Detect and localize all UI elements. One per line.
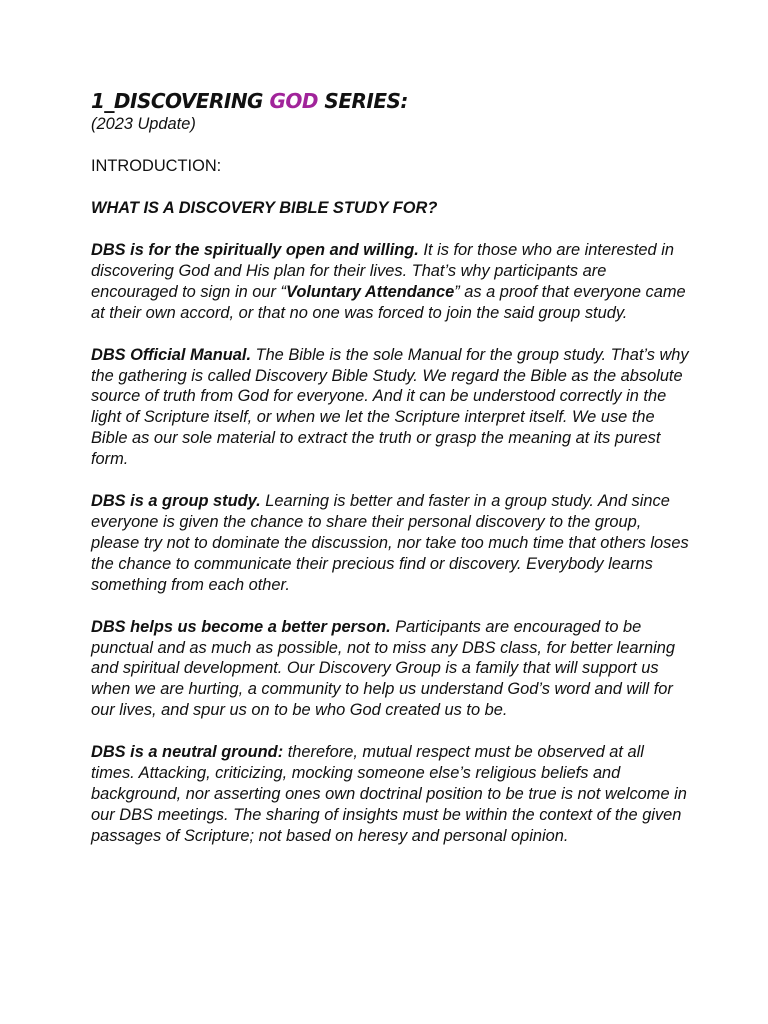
section-lead: DBS is for the spiritually open and willing.	[91, 241, 419, 259]
section-group-study	[91, 491, 691, 596]
section-open-and-willing	[91, 240, 691, 324]
section-text: Participants are encouraged to be punctual and as much as possible, not to miss any DBS class, for better learning and spiritual development. Our Discovery Group is a family that will support us when we are hurting, a community to help us understand God’s word and will for our lives, and spur us on to be who God created us to be.	[91, 617, 675, 720]
section-neutral-ground	[91, 742, 691, 847]
section-text: It is for those who are interested in discovering God and His plan for their lives. That’s why participants are encouraged to sign in our “	[91, 241, 674, 301]
section-lead: DBS is a group study.	[91, 492, 261, 511]
title-prefix: 1_DISCOVERING	[91, 89, 270, 113]
section-text: Learning is better and faster in a group study. And since everyone is given the chance to share their personal discovery to the group, please try not to dominate the discussion, nor take too much time that others loses the chance to communicate their precious find or discovery. Everybody learns something from each other.	[91, 492, 689, 594]
document-title	[91, 88, 691, 114]
section-text: therefore, mutual respect must be observed at all times. Attacking, criticizing, mocking someone else’s religious beliefs and background, nor asserting ones own doctrinal position to be true is not welcome in our DBS meetings. The sharing of insights must be within the context of the given passages of Scripture; not based on heresy and personal opinion.	[91, 743, 687, 845]
section-better-person	[91, 617, 691, 722]
section-lead: DBS Official Manual.	[91, 345, 251, 364]
section-emphasis: Voluntary Attendance	[286, 282, 455, 301]
section-text: The Bible is the sole Manual for the group study. That’s why the gathering is called Discovery Bible Study. We regard the Bible as the absolute source of truth from God for everyone. And it can be understood correctly in the light of Scripture itself, or when we let the Scripture interpret itself. We use the Bible as our sole material to extract the truth or grasp the meaning at its purest form.	[91, 345, 689, 469]
section-lead: DBS helps us become a better person.	[91, 617, 391, 636]
update-note: (2023 Update)	[91, 115, 196, 133]
intro-heading: INTRODUCTION:	[91, 157, 222, 175]
section-text: ” as a proof that everyone came at their own accord, or that no one was forced to join the said group study.	[91, 282, 686, 322]
document-page	[91, 88, 691, 847]
question-heading: WHAT IS A DISCOVERY BIBLE STUDY FOR?	[91, 199, 438, 217]
title-accent-word: GOD	[269, 89, 318, 113]
title-suffix: SERIES:	[317, 89, 408, 113]
section-lead: DBS is a neutral ground:	[91, 743, 284, 762]
section-official-manual	[91, 345, 691, 470]
